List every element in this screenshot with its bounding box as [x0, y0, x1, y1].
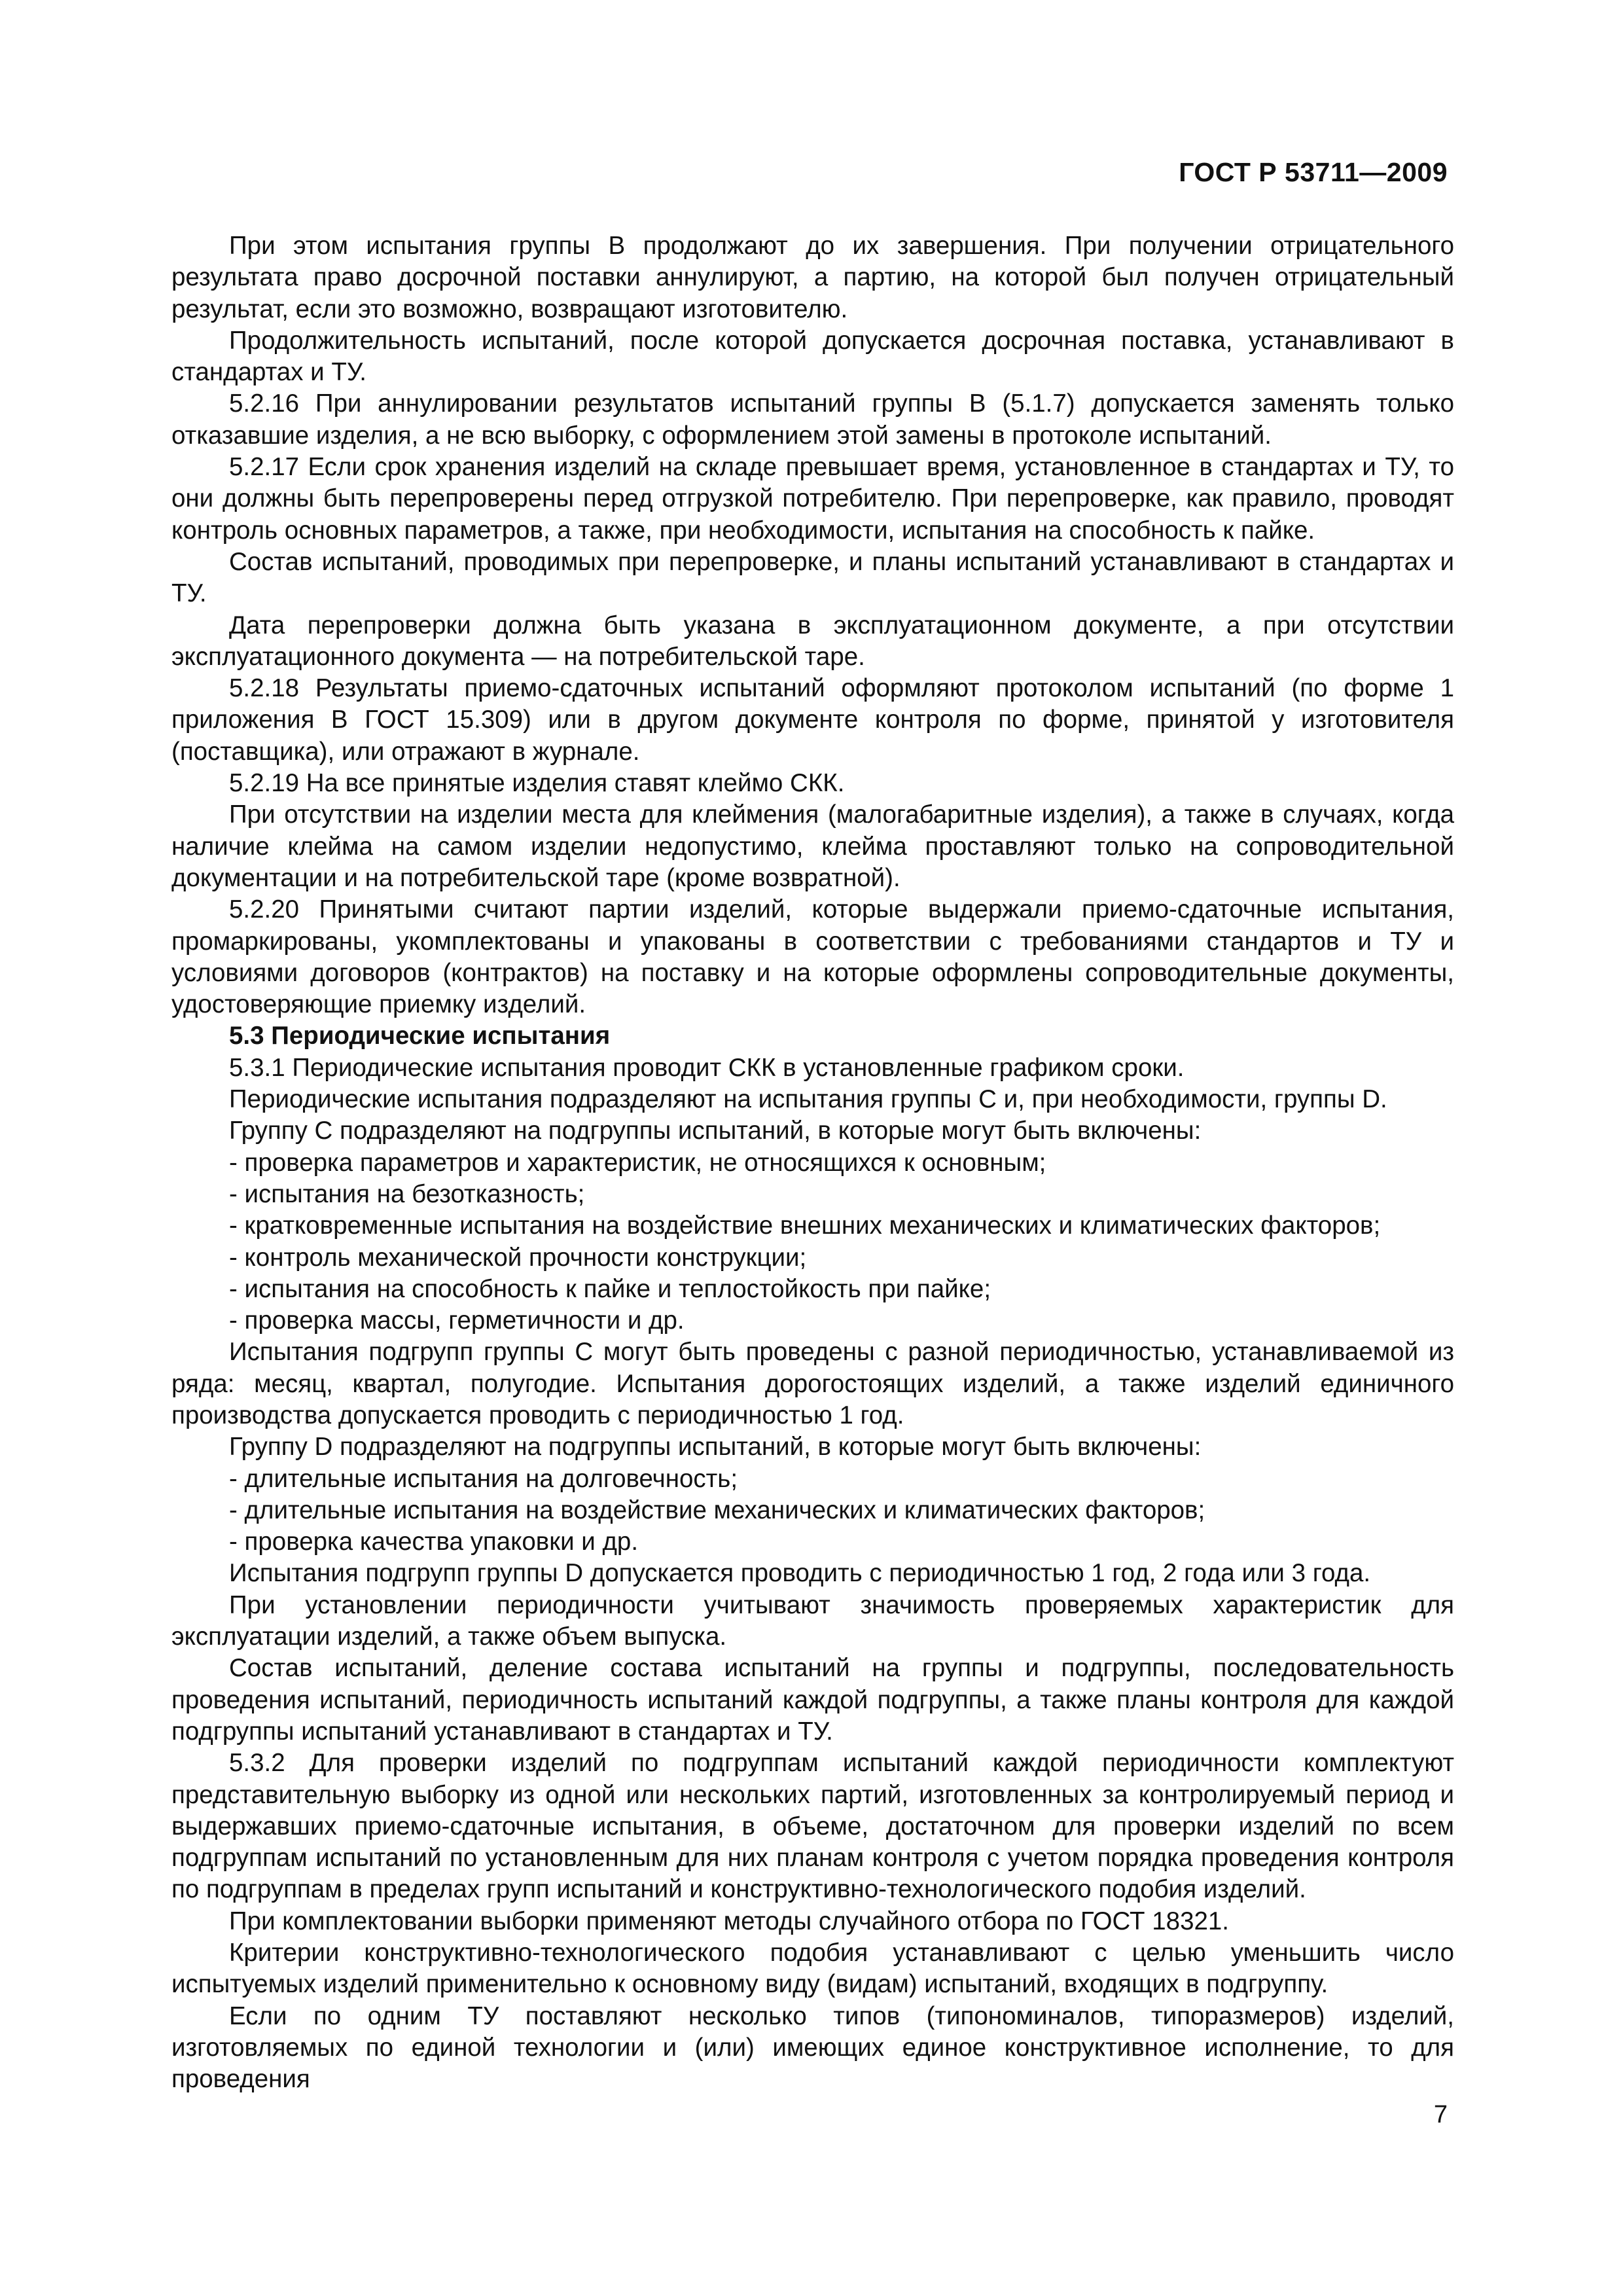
- list-item: - контроль механической прочности конструкции;: [229, 1243, 807, 1272]
- document-code: ГОСТ Р 53711—2009: [1179, 157, 1448, 187]
- list-item: - проверка массы, герметичности и др.: [229, 1306, 685, 1335]
- list-item: - испытания на способность к пайке и теплостойкость при пайке;: [229, 1274, 991, 1303]
- clause-5-2-17: 5.2.17 Если срок хранения изделий на складе превышает время, установленное в стандартах и ТУ, то они должны быть перепроверены перед отгрузкой потребителю. При перепроверке, как правило, проводят контроль основных параметров, а также, при необходимости, испытания на способность к пайке.: [171, 453, 1454, 545]
- list-item: - проверка параметров и характеристик, не относящихся к основным;: [229, 1148, 1046, 1177]
- paragraph: При этом испытания группы В продолжают до их завершения. При получении отрицательного результата право досрочной поставки аннулируют, а партию, на которой был получен отрицательный результат, если это возможно, возвращают изготовителю.: [171, 232, 1454, 323]
- list-item: - проверка качества упаковки и др.: [229, 1528, 639, 1556]
- page-number: 7: [1433, 2101, 1448, 2128]
- list-item: - кратковременные испытания на воздействие внешних механических и климатических факторов;: [229, 1211, 1381, 1240]
- clause-5-3-2: 5.3.2 Для проверки изделий по подгруппам испытаний каждой периодичности комплектуют представительную выборку из одной или нескольких партий, изготовленных за контролируемый период и выдержавших приемо-сдаточные испытания, в объеме, достаточном для проверки изделий по всем подгруппам испытаний по установленным для них планам контроля с учетом порядка проведения контроля по подгруппам в пределах групп испытаний и конструктивно-технологического подобия изделий.: [171, 1749, 1454, 1904]
- paragraph: Продолжительность испытаний, после которой допускается досрочная поставка, устанавливают в стандартах и ТУ.: [171, 326, 1454, 387]
- clause-5-3-1: 5.3.1 Периодические испытания проводит СКК в установленные графиком сроки.: [229, 1053, 1185, 1082]
- paragraph: Испытания подгрупп группы С могут быть проведены с разной периодичностью, устанавливаемой из ряда: месяц, квартал, полугодие. Испытания дорогостоящих изделий, а также изделий единичного производства допускается проводить с периодичностью 1 год.: [171, 1338, 1454, 1429]
- section-heading: 5.3 Периодические испытания: [229, 1022, 611, 1050]
- paragraph: Группу С подразделяют на подгруппы испытаний, в которые могут быть включены:: [229, 1117, 1202, 1145]
- paragraph: Дата перепроверки должна быть указана в эксплуатационном документе, а при отсутствии эксплуатационного документа — на потребительской таре.: [171, 611, 1454, 671]
- paragraph: Если по одним ТУ поставляют несколько типов (типономиналов, типоразмеров) изделий, изготовляемых по единой технологии и (или) имеющих единое конструктивное исполнение, то для проведения: [171, 2001, 1454, 2094]
- paragraph: При отсутствии на изделии места для клеймения (малогабаритные изделия), а также в случаях, когда наличие клейма на самом изделии недопустимо, клейма проставляют только на сопроводительной документации и на потребительской таре (кроме возвратной).: [171, 800, 1454, 892]
- clause-5-2-18: 5.2.18 Результаты приемо-сдаточных испытаний оформляют протоколом испытаний (по форме 1 приложения В ГОСТ 15.309) или в другом документе контроля по форме, принятой у изготовителя (поставщика), или отражают в журнале.: [171, 674, 1454, 766]
- paragraph: При комплектовании выборки применяют методы случайного отбора по ГОСТ 18321.: [229, 1907, 1230, 1935]
- list-item: - длительные испытания на воздействие механических и климатических факторов;: [229, 1496, 1205, 1524]
- paragraph: Периодические испытания подразделяют на испытания группы С и, при необходимости, группы D.: [229, 1085, 1387, 1114]
- paragraph: Группу D подразделяют на подгруппы испытаний, в которые могут быть включены:: [229, 1433, 1202, 1462]
- clause-5-2-19: 5.2.19 На все принятые изделия ставят клеймо СКК.: [229, 769, 845, 798]
- paragraph: При установлении периодичности учитывают значимость проверяемых характеристик для эксплуатации изделий, а также объем выпуска.: [171, 1590, 1454, 1651]
- paragraph: Состав испытаний, деление состава испытаний на группы и подгруппы, последовательность проведения испытаний, периодичность испытаний каждой подгруппы, а также планы контроля для каждой подгруппы испытаний устанавливают в стандартах и ТУ.: [171, 1654, 1454, 1746]
- paragraph: Испытания подгрупп группы D допускается проводить с периодичностью 1 год, 2 года или 3 года.: [229, 1559, 1371, 1588]
- clause-5-2-20: 5.2.20 Принятыми считают партии изделий, которые выдержали приемо-сдаточные испытания, промаркированы, укомплектованы и упакованы в соответствии с требованиями стандартов и ТУ и условиями договоров (контрактов) на поставку и на которые оформлены сопроводительные документы, удостоверяющие приемку изделий.: [171, 895, 1454, 1019]
- list-item: - длительные испытания на долговечность;: [229, 1464, 738, 1493]
- paragraph: Критерии конструктивно-технологического подобия устанавливают с целью уменьшить число испытуемых изделий применительно к основному виду (видам) испытаний, входящих в подгруппу.: [171, 1939, 1454, 1999]
- clause-5-2-16: 5.2.16 При аннулировании результатов испытаний группы В (5.1.7) допускается заменять только отказавшие изделия, а не всю выборку, с оформлением этой замены в протоколе испытаний.: [171, 389, 1454, 450]
- list-item: - испытания на безотказность;: [229, 1179, 585, 1208]
- document-body: [171, 230, 1454, 2096]
- paragraph: Состав испытаний, проводимых при перепроверке, и планы испытаний устанавливают в стандартах и ТУ.: [171, 547, 1454, 608]
